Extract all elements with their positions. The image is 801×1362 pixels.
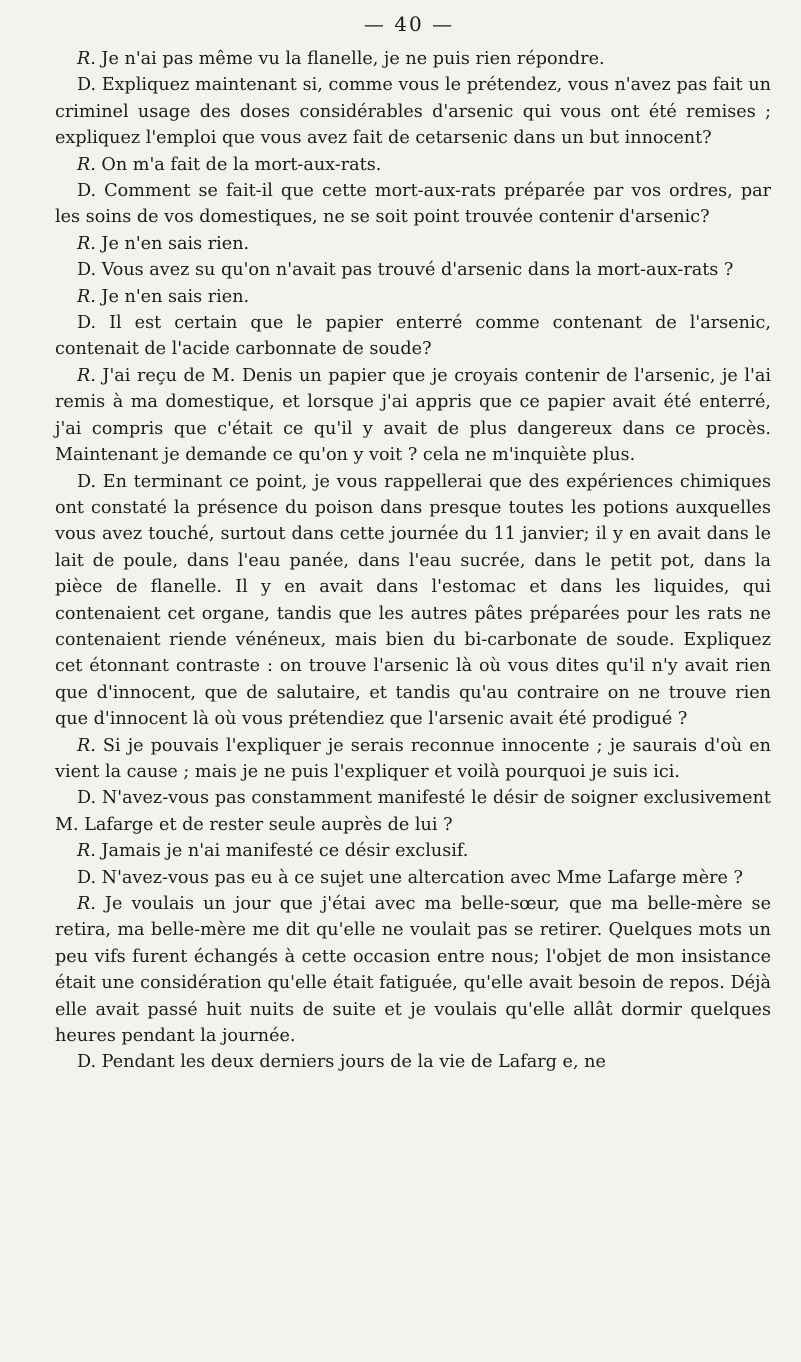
speaker-label: R.: [77, 735, 96, 756]
speaker-label: D.: [77, 788, 97, 809]
speaker-label: R.: [77, 49, 96, 69]
paragraph-text: Je n'ai pas même vu la flanelle, je ne puis rien répondre.: [95, 49, 605, 69]
dialogue-paragraph: [55, 865, 771, 891]
speaker-label: R.: [77, 233, 96, 254]
paragraph-text: N'avez-vous pas constamment manifesté le désir de soigner exclusivement M. Lafarge et de rester seule auprès de lui ?: [55, 788, 771, 835]
page-number: — 40 —: [363, 12, 455, 36]
dialogue-paragraph: [55, 152, 771, 178]
speaker-label: D.: [77, 260, 97, 281]
dialogue-paragraph: [55, 46, 771, 72]
dialogue-paragraph: [55, 838, 771, 864]
paragraph-text: Si je pouvais l'expliquer je serais reconnue innocente ; je saurais d'où en vient la cause ; mais je ne puis l'expliquer et voilà pourquoi je suis ici.: [55, 735, 771, 782]
paragraph-text: Vous avez su qu'on n'avait pas trouvé d'arsenic dans la mort-aux-rats ?: [96, 260, 734, 281]
speaker-label: D.: [77, 867, 97, 888]
dialogue-paragraph: [55, 284, 771, 310]
paragraph-text: Jamais je n'ai manifesté ce désir exclusif.: [95, 841, 469, 862]
paragraph-text: En terminant ce point, je vous rappellerai que des expériences chimiques ont constaté la présence du poison dans presque toutes les potions auxquelles vous avez touché, surtout dans cette journée du 11 janvier; il y en avait dans le lait de poule, dans l'eau panée, dans l'eau sucrée, dans le petit pot, dans la pièce de flanelle. Il y en avait dans l'estomac et dans les liquides, qui contenaient cet organe, tandis que les autres pâtes préparées pour les rats ne contenaient riende vénéneux, mais bien du bi-carbonate de soude. Expliquez cet étonnant contraste : on trouve l'arsenic là où vous dites qu'il n'y avait rien que d'innocent, que de salutaire, et tandis qu'au contraire on ne trouve rien que d'innocent là où vous prétendiez que l'arsenic avait été prodigué ?: [55, 471, 771, 730]
speaker-label: R.: [77, 841, 96, 862]
speaker-label: D.: [77, 181, 97, 202]
dialogue-paragraph: [55, 72, 771, 151]
speaker-label: R.: [77, 286, 96, 307]
speaker-label: R.: [77, 154, 96, 175]
speaker-label: R.: [77, 365, 96, 386]
paragraph-text: Expliquez maintenant si, comme vous le prétendez, vous n'avez pas fait un criminel usage des doses considérables d'arsenic qui vous ont été remises ; expliquez l'emploi que vous avez fait de cetarsenic dans un but innocent?: [55, 75, 771, 149]
dialogue-paragraph: [55, 469, 771, 733]
dialogue-paragraph: [55, 363, 771, 469]
dialogue-paragraph: [55, 257, 771, 283]
paragraph-text: On m'a fait de la mort-aux-rats.: [95, 154, 382, 175]
speaker-label: D.: [77, 75, 97, 96]
dialogue-paragraph: [55, 231, 771, 257]
paragraph-text: J'ai reçu de M. Denis un papier que je croyais contenir de l'arsenic, je l'ai remis à ma domestique, et lorsque j'ai appris que ce papier avait été enterré, j'ai compris que c'était ce qu'il y avait de plus dangereux dans ce procès. Maintenant je demande ce qu'on y voit ? cela ne m'inquiète plus.: [55, 365, 771, 466]
paragraph-text: Pendant les deux derniers jours de la vie de Lafarg e, ne: [96, 1052, 606, 1073]
paragraph-text: Je n'en sais rien.: [95, 286, 250, 307]
interrogation-text: [55, 46, 771, 1076]
speaker-label: D.: [77, 1052, 97, 1073]
paragraph-text: Je voulais un jour que j'étai avec ma belle-sœur, que ma belle-mère se retira, ma belle-mère me dit qu'elle ne voulait pas se retirer. Quelques mots un peu vifs furent échangés à cette occasion entre nous; l'objet de mon insistance était une considération qu'elle était fatiguée, qu'elle avait besoin de repos. Déjà elle avait passé huit nuits de suite et je voulais qu'elle allât dormir quelques heures pendant la journée.: [55, 894, 771, 1047]
speaker-label: R.: [77, 894, 96, 914]
dialogue-paragraph: [55, 785, 771, 838]
dialogue-paragraph: [55, 178, 771, 231]
paragraph-text: Je n'en sais rien.: [95, 233, 250, 254]
dialogue-paragraph: [55, 891, 771, 1049]
speaker-label: D.: [77, 471, 97, 492]
speaker-label: D.: [77, 313, 97, 334]
dialogue-paragraph: [55, 1049, 771, 1075]
dialogue-paragraph: [55, 310, 771, 363]
paragraph-text: N'avez-vous pas eu à ce sujet une altercation avec Mme Lafarge mère ?: [96, 867, 743, 888]
paragraph-text: Il est certain que le papier enterré comme contenant de l'arsenic, contenait de l'acide carbonnate de soude?: [55, 313, 771, 360]
dialogue-paragraph: [55, 733, 771, 786]
paragraph-text: Comment se fait-il que cette mort-aux-rats préparée par vos ordres, par les soins de vos domestiques, ne se soit point trouvée contenir d'arsenic?: [55, 181, 771, 228]
